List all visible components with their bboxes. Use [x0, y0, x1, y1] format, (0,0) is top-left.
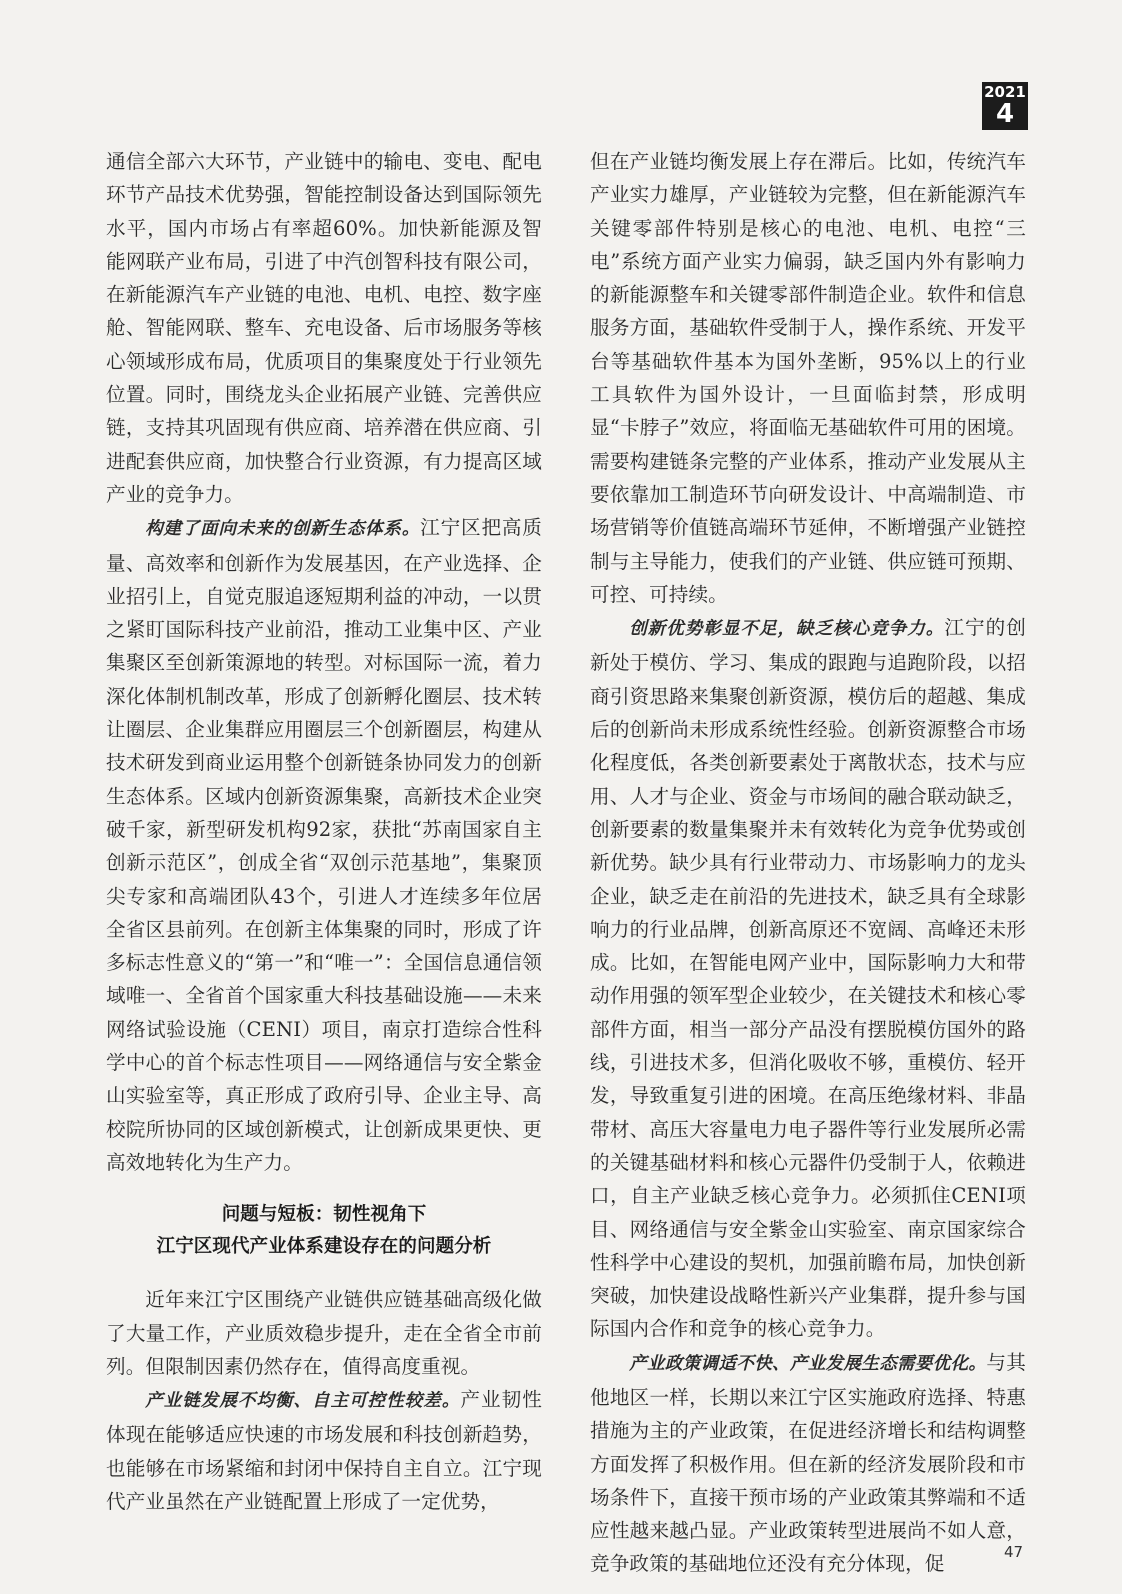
right-column: [590, 145, 1026, 1581]
issue-badge: [982, 82, 1028, 130]
page-number: 47: [1004, 1543, 1024, 1561]
paragraph: [106, 511, 542, 1179]
paragraph-lead: 产业政策调适不快、产业发展生态需要优化。: [629, 1353, 987, 1374]
paragraph: 但在产业链均衡发展上存在滞后。比如，传统汽车产业实力雄厚，产业链较为完整，但在新能源汽车关键零部件特别是核心的电池、电机、电控“三电”系统方面产业实力偏弱，缺乏国内外有影响力的新能源整车和关键零部件制造企业。软件和信息服务方面，基础软件受制于人，操作系统、开发平台等基础软件基本为国外垄断，95%以上的行业工具软件为国外设计，一旦面临封禁，形成明显“卡脖子”效应，将面临无基础软件可用的困境。需要构建链条完整的产业体系，推动产业发展从主要依靠加工制造环节向研发设计、中高端制造、市场营销等价值链高端环节延伸，不断增强产业链控制与主导能力，使我们的产业链、供应链可预期、可控、可持续。: [590, 150, 1026, 606]
paragraph-body: 与其他地区一样，长期以来江宁区实施政府选择、特惠措施为主的产业政策，在促进经济增长和结构调整方面发挥了积极作用。但在新的经济发展阶段和市场条件下，直接干预市场的产业政策其弊端和不适应性越来越凸显。产业政策转型进展尚不如人意，竞争政策的基础地位还没有充分体现，促: [590, 1350, 1027, 1576]
section-heading-line2: 江宁区现代产业体系建设存在的问题分析: [156, 1236, 492, 1258]
paragraph-lead: 产业链发展不均衡、自主可控性较差。: [145, 1391, 461, 1412]
paragraph: [590, 1346, 1026, 1581]
section-heading: [106, 1199, 542, 1263]
paragraph: 近年来江宁区围绕产业链供应链基础高级化做了大量工作，产业质效稳步提升，走在全省全市前列。但限制因素仍然存在，值得高度重视。: [106, 1288, 542, 1378]
paragraph: 通信全部六大环节，产业链中的输电、变电、配电环节产品技术优势强，智能控制设备达到国际领先水平，国内市场占有率超60%。加快新能源及智能网联产业布局，引进了中汽创智科技有限公司，在新能源汽车产业链的电池、电机、电控、数字座舱、智能网联、整车、充电设备、后市场服务等核心领域形成布局，优质项目的集聚度处于行业领先位置。同时，围绕龙头企业拓展产业链、完善供应链，支持其巩固现有供应商、培养潜在供应商、引进配套供应商，加快整合行业资源，有力提高区域产业的竞争力。: [106, 150, 542, 506]
paragraph-lead: 创新优势彰显不足，缺乏核心竞争力。: [629, 619, 945, 640]
paragraph: [106, 1383, 542, 1518]
paragraph: [590, 611, 1026, 1346]
paragraph-body: 江宁的创新处于模仿、学习、集成的跟跑与追跑阶段，以招商引资思路来集聚创新资源，模仿后的超越、集成后的创新尚未形成系统性经验。创新资源整合市场化程度低，各类创新要素处于离散状态，技术与应用、人才与企业、资金与市场间的融合联动缺乏，创新要素的数量集聚并未有效转化为竞争优势或创新优势。缺少具有行业带动力、市场影响力的龙头企业，缺乏走在前沿的先进技术，缺乏具有全球影响力的行业品牌，创新高原还不宽阔、高峰还未形成。比如，在智能电网产业中，国际影响力大和带动作用强的领军型企业较少，在关键技术和核心零部件方面，相当一部分产品没有摆脱模仿国外的路线，引进技术多，但消化吸收不够，重模仿、轻开发，导致重复引进的困境。在高压绝缘材料、非晶带材、高压大容量电力电子器件等行业发展所必需的关键基础材料和核心元器件仍受制于人，依赖进口，自主产业缺乏核心竞争力。必须抓住CENI项目、网络通信与安全紫金山实验室、南京国家综合性科学中心建设的契机，加强前瞻布局，加快创新突破，加快建设战略性新兴产业集群，提升参与国际国内合作和竞争的核心竞争力。: [590, 616, 1026, 1341]
section-heading-line1: 问题与短板：韧性视角下: [221, 1204, 427, 1226]
issue-year: 2021: [984, 83, 1026, 101]
left-column: [106, 145, 542, 1518]
paragraph-lead: 构建了面向未来的创新生态体系。: [145, 519, 421, 540]
paragraph-body: 产业韧性体现在能够适应快速的市场发展和科技创新趋势，也能够在市场紧缩和封闭中保持自主自立。江宁现代产业虽然在产业链配置上形成了一定优势，: [106, 1388, 542, 1513]
paragraph-body: 江宁区把高质量、高效率和创新作为发展基因，在产业选择、企业招引上，自觉克服追逐短期利益的冲动，一以贯之紧盯国际科技产业前沿，推动工业集中区、产业集聚区至创新策源地的转型。对标国际一流，着力深化体制机制改革，形成了创新孵化圈层、技术转让圈层、企业集群应用圈层三个创新圈层，构建从技术研发到商业运用整个创新链条协同发力的创新生态体系。区域内创新资源集聚，高新技术企业突破千家，新型研发机构92家，获批“苏南国家自主创新示范区”，创成全省“双创示范基地”，集聚顶尖专家和高端团队43个，引进人才连续多年位居全省区县前列。在创新主体集聚的同时，形成了许多标志性意义的“第一”和“唯一”：全国信息通信领域唯一、全省首个国家重大科技基础设施——未来网络试验设施（CENI）项目，南京打造综合性科学中心的首个标志性项目——网络通信与安全紫金山实验室等，真正形成了政府引导、企业主导、高校院所协同的区域创新模式，让创新成果更快、更高效地转化为生产力。: [106, 516, 542, 1174]
issue-number: 4: [995, 99, 1015, 129]
